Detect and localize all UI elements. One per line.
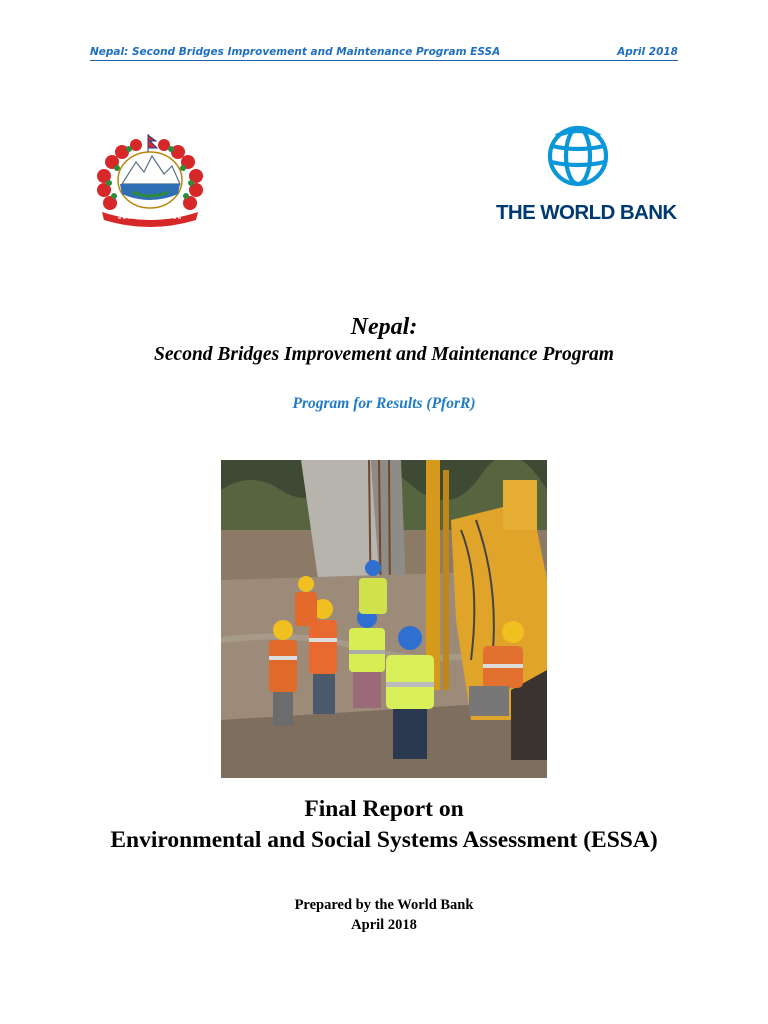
report-title-line2: Environmental and Social Systems Assessment (ESSA) (110, 827, 658, 853)
bridge-construction-workers-photo (221, 460, 547, 778)
header-date: April 2018 (617, 46, 678, 58)
header-document-title: Nepal: Second Bridges Improvement and Maintenance Program ESSA (90, 46, 501, 58)
report-title-line1: Final Report on (304, 796, 464, 822)
world-bank-globe-icon (546, 122, 610, 194)
page-header (90, 46, 678, 61)
report-date: April 2018 (351, 917, 417, 933)
nepal-government-emblem-icon (92, 132, 208, 228)
prepared-by: Prepared by the World Bank (294, 897, 474, 913)
world-bank-logo (496, 122, 677, 226)
prepared-by-block (0, 895, 768, 935)
title-subtitle: Program for Results (PforR) (292, 395, 476, 412)
cover-title (0, 312, 768, 414)
title-country: Nepal: (350, 314, 418, 340)
report-title (0, 794, 768, 856)
world-bank-wordmark: THE WORLD BANK (496, 201, 677, 224)
title-program-name: Second Bridges Improvement and Maintenance Program (154, 344, 614, 365)
